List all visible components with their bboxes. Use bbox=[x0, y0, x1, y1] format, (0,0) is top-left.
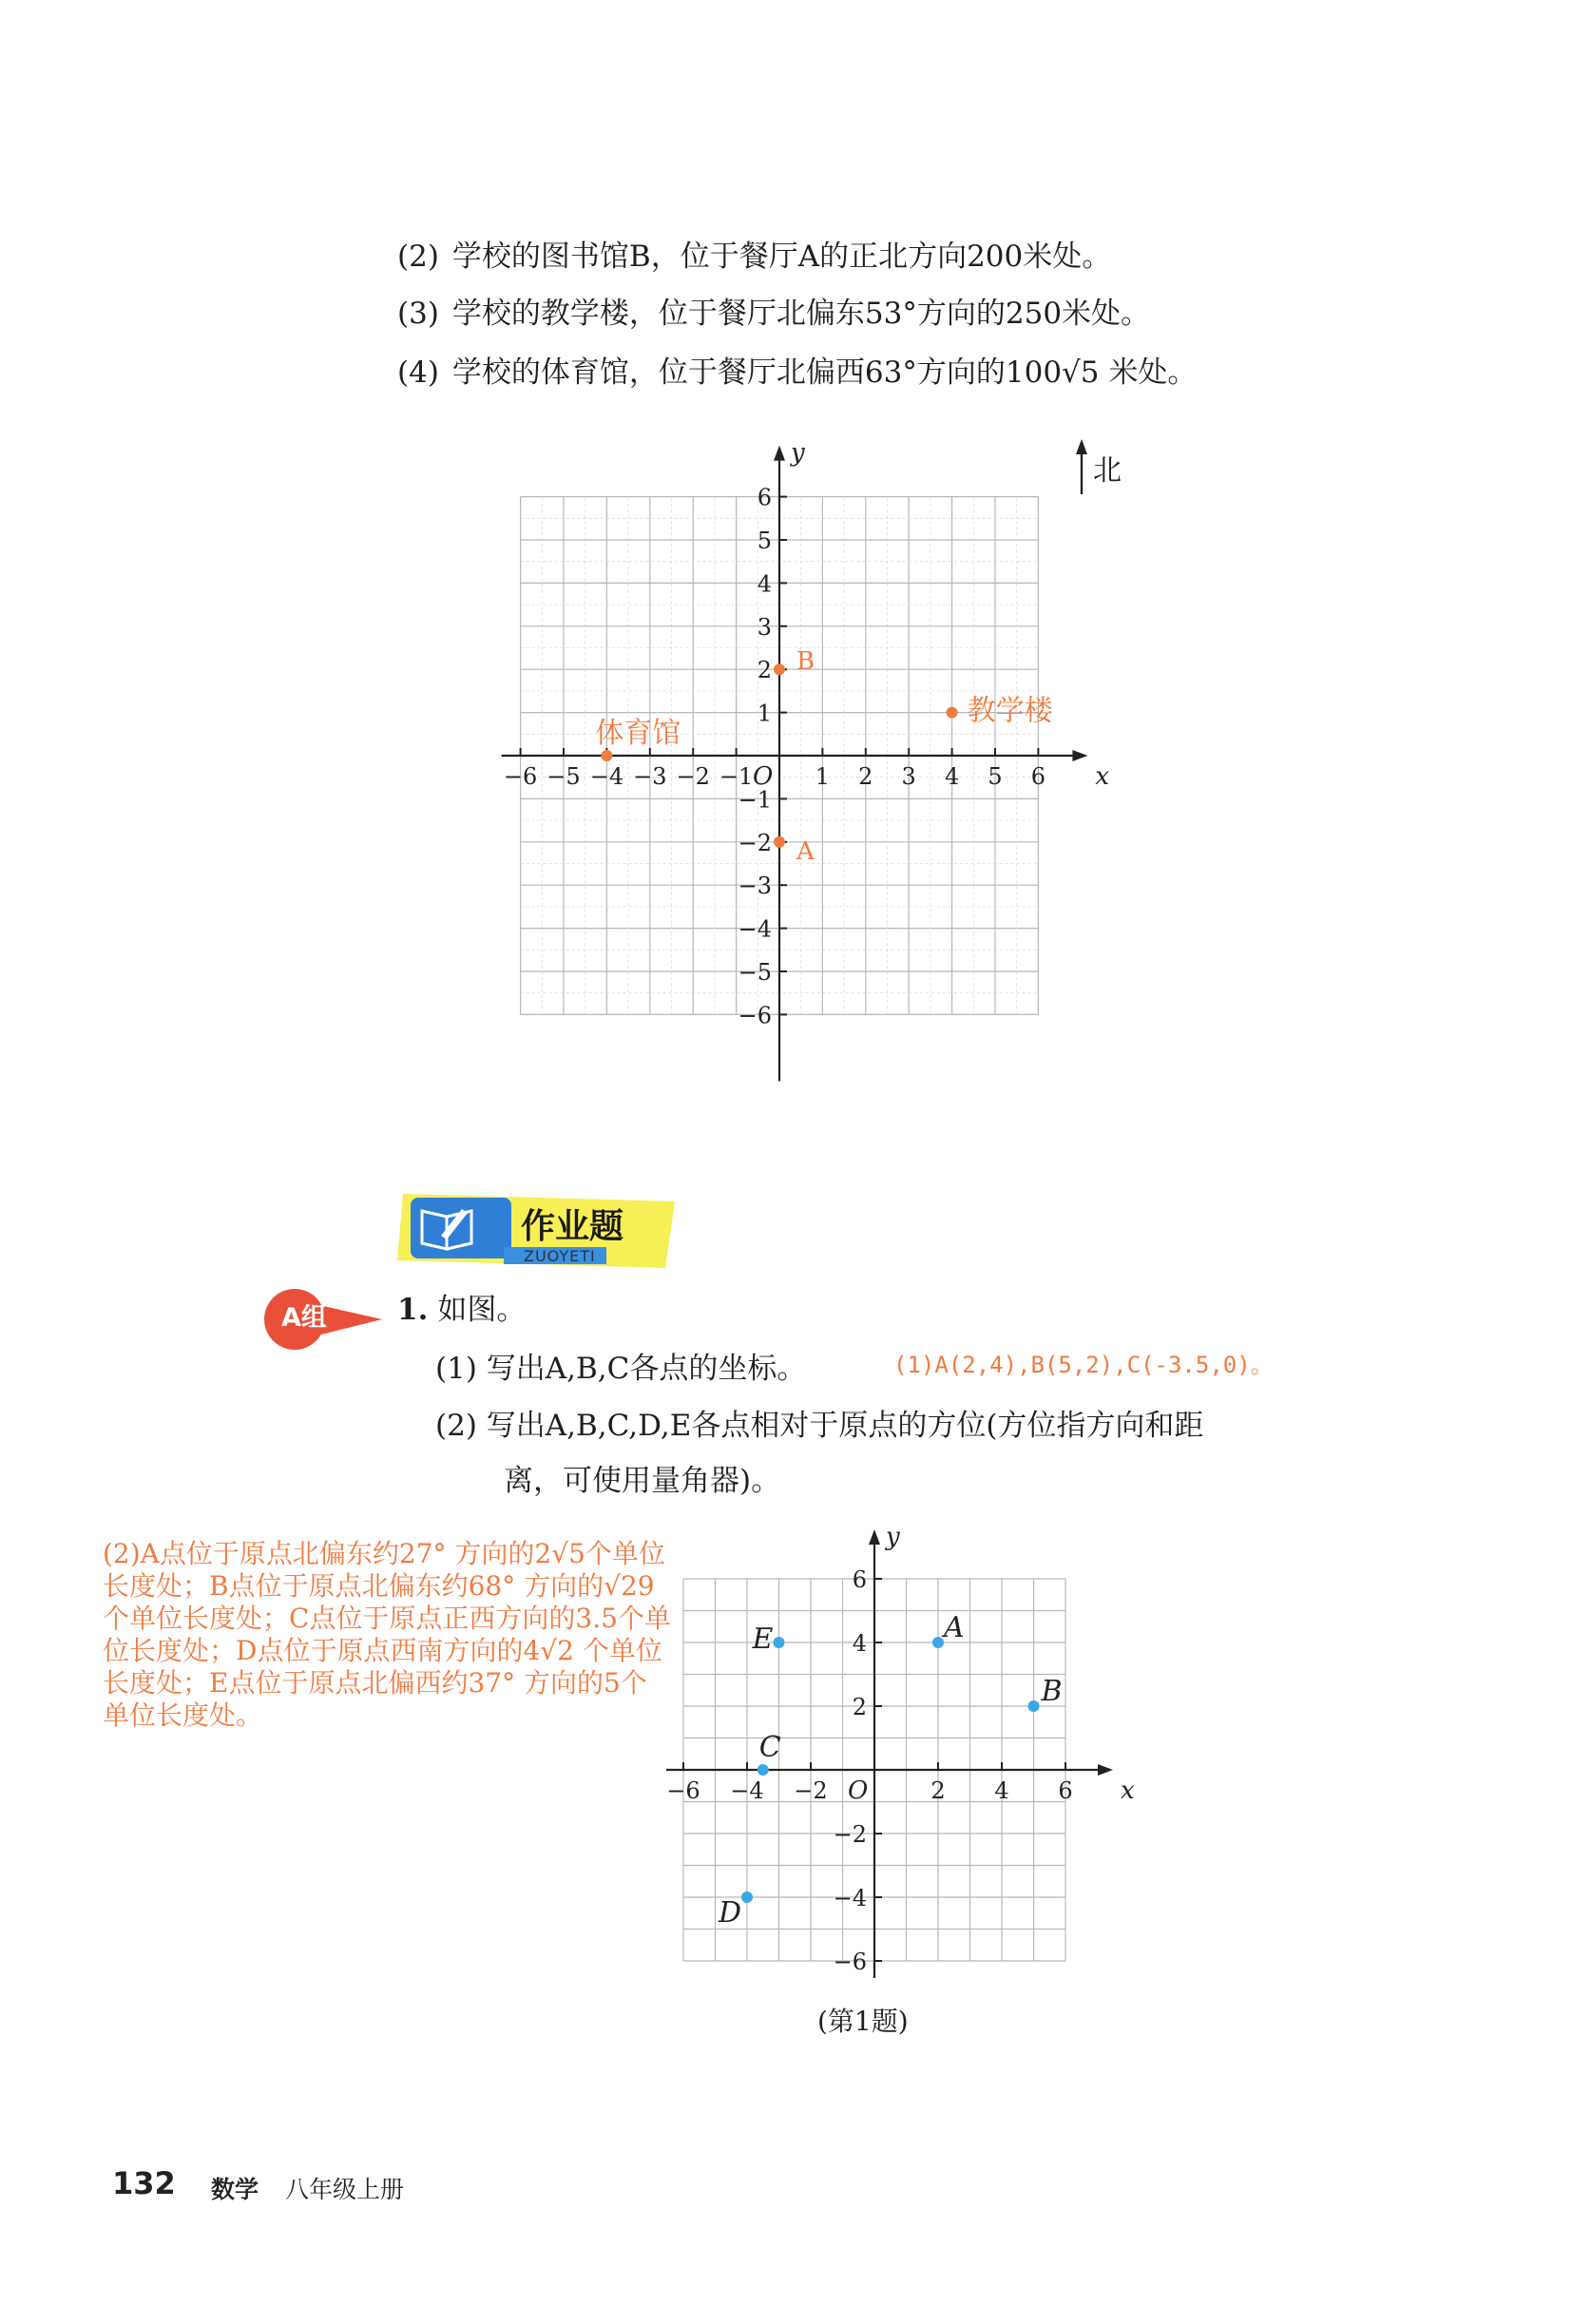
point-D bbox=[741, 1892, 753, 1903]
point-E bbox=[774, 1637, 785, 1648]
origin-label: O bbox=[848, 1777, 869, 1805]
item-2-text: 学校的图书馆B，位于餐厅A的正北方向200米处。 bbox=[451, 240, 1112, 274]
question-1-part-2-line-2: 离，可使用量角器)。 bbox=[504, 1464, 781, 1498]
y-tick-label: −1 bbox=[738, 786, 772, 814]
y-tick-label: −3 bbox=[738, 873, 772, 900]
x-tick-label: −3 bbox=[633, 763, 667, 790]
north-label: 北 bbox=[1093, 454, 1122, 488]
y-tick-label: 6 bbox=[852, 1566, 867, 1593]
item-2-number: (2) bbox=[397, 240, 439, 274]
x-tick-label: −6 bbox=[503, 763, 538, 790]
x-tick-label: −2 bbox=[794, 1777, 828, 1804]
homework-subtitle: ZUOYETI bbox=[524, 1247, 596, 1265]
point-label-教学楼: 教学楼 bbox=[967, 694, 1053, 728]
homework-title: 作业题 bbox=[521, 1207, 624, 1246]
point-label-B: B bbox=[1041, 1675, 1063, 1708]
item-4-text: 学校的体育馆，位于餐厅北偏西63°方向的100√5 米处。 bbox=[451, 355, 1198, 390]
y-axis-label: y bbox=[791, 438, 805, 468]
y-tick-label: 4 bbox=[852, 1630, 867, 1657]
y-tick-label: −5 bbox=[738, 959, 772, 986]
y-axis-label: y bbox=[886, 1523, 900, 1551]
y-tick-label: −2 bbox=[833, 1821, 867, 1848]
x-tick-label: 6 bbox=[1058, 1777, 1073, 1804]
question-1-number: 1. bbox=[397, 1293, 429, 1327]
point-label-B: B bbox=[796, 647, 815, 677]
x-tick-label: −4 bbox=[589, 763, 624, 790]
group-label: A组 bbox=[281, 1303, 327, 1333]
item-3-text: 学校的教学楼，位于餐厅北偏东53°方向的250米处。 bbox=[451, 297, 1151, 331]
x-tick-label: 3 bbox=[901, 763, 916, 790]
item-4-number: (4) bbox=[397, 355, 439, 390]
y-axis-arrow bbox=[869, 1529, 880, 1545]
point-label-A: A bbox=[944, 1611, 965, 1644]
y-tick-label: 6 bbox=[757, 484, 772, 511]
x-tick-label: 2 bbox=[930, 1777, 946, 1804]
y-tick-label: 5 bbox=[757, 528, 772, 554]
x-axis-label: x bbox=[1095, 762, 1110, 791]
x-tick-label: −2 bbox=[676, 763, 710, 790]
page-number: 132 bbox=[112, 2165, 176, 2201]
y-tick-label: 2 bbox=[852, 1694, 867, 1720]
y-tick-label: 1 bbox=[757, 700, 772, 727]
y-tick-label: −6 bbox=[833, 1949, 867, 1975]
x-tick-label: −6 bbox=[666, 1777, 700, 1804]
point-label-C: C bbox=[758, 1731, 781, 1764]
question-1-part-2-line-1: (2) 写出A,B,C,D,E各点相对于原点的方位(方位指方向和距 bbox=[435, 1409, 1204, 1443]
x-tick-label: 2 bbox=[858, 763, 873, 790]
y-tick-label: −4 bbox=[833, 1885, 867, 1911]
point-label-体育馆: 体育馆 bbox=[595, 717, 681, 750]
x-tick-label: 6 bbox=[1030, 763, 1046, 790]
footer-subject: 数学 bbox=[211, 2176, 259, 2203]
x-tick-label: −1 bbox=[719, 763, 754, 790]
answer-2: (2)A点位于原点北偏东约27° 方向的2√5个单位长度处；B点位于原点北偏东约68° 方向的√29个单位长度处；C点位于原点正西方向的3.5个单位长度处；D点位于原点西南方向的4√2 个单位长度处；E点位于原点北偏西约37° 方向的5个单位长度处。 bbox=[103, 1538, 671, 1731]
x-tick-label: 4 bbox=[994, 1777, 1009, 1804]
origin-label: O bbox=[753, 762, 774, 791]
footer-grade: 八年级上册 bbox=[285, 2176, 405, 2203]
x-axis-label: x bbox=[1121, 1777, 1135, 1805]
y-tick-label: −2 bbox=[738, 829, 772, 856]
x-axis-arrow bbox=[1098, 1764, 1113, 1776]
point-A bbox=[932, 1637, 944, 1648]
y-tick-label: −6 bbox=[738, 1002, 772, 1029]
y-tick-label: 4 bbox=[757, 570, 772, 598]
x-tick-label: 4 bbox=[944, 763, 960, 790]
answer-1: (1)A(2,4),B(5,2),C(-3.5,0)。 bbox=[893, 1352, 1274, 1378]
y-tick-label: 2 bbox=[757, 657, 772, 684]
x-tick-label: 5 bbox=[988, 763, 1003, 790]
point-label-E: E bbox=[752, 1623, 774, 1656]
y-tick-label: 3 bbox=[757, 613, 772, 641]
point-label-A: A bbox=[796, 836, 815, 866]
item-3-number: (3) bbox=[397, 297, 439, 331]
x-tick-label: −5 bbox=[547, 763, 581, 790]
question-1-part-1: (1) 写出A,B,C各点的坐标。 bbox=[435, 1352, 807, 1386]
point-C bbox=[758, 1764, 769, 1776]
y-tick-label: −4 bbox=[738, 915, 772, 943]
point-B bbox=[1028, 1700, 1040, 1712]
question-1-text: 如图。 bbox=[437, 1293, 527, 1327]
point-label-D: D bbox=[719, 1896, 742, 1930]
x-tick-label: 1 bbox=[815, 763, 831, 790]
figure-caption: (第1题) bbox=[817, 2006, 909, 2037]
x-tick-label: −4 bbox=[730, 1777, 764, 1804]
